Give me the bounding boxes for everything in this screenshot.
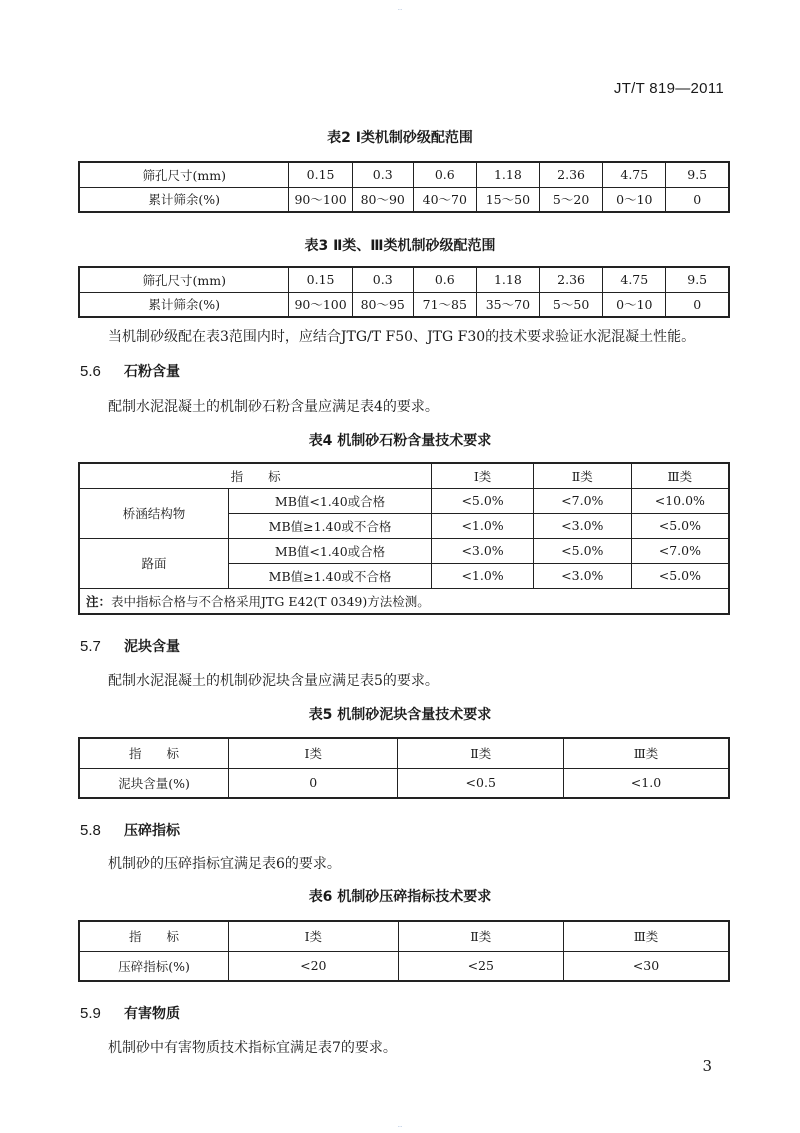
- table-row: [79, 267, 729, 292]
- table-cell: 80～95: [352, 292, 413, 317]
- table-cell: 90～100: [289, 187, 352, 212]
- table-cell: 0.3: [352, 162, 413, 187]
- table-cell: 泥块含量(%): [79, 768, 229, 798]
- table-cell: <7.0%: [533, 488, 631, 513]
- note-label: 注：: [86, 593, 112, 609]
- table-cell: 15～50: [476, 187, 539, 212]
- section-5-6-body: 配制水泥混凝土的机制砂石粉含量应满足表4的要求。: [108, 399, 439, 415]
- table-cell: 90～100: [289, 292, 352, 317]
- table-header-cell: Ⅲ类: [564, 921, 730, 951]
- table-cell: 0: [229, 768, 398, 798]
- table-header-cell: Ⅱ类: [398, 738, 563, 768]
- table-cell: <3.0%: [533, 513, 631, 538]
- table-cell: <25: [398, 951, 563, 981]
- table-header-cell: Ⅱ类: [533, 463, 631, 488]
- table4-caption: 表4 机制砂石粉含量技术要求: [308, 433, 492, 449]
- section-number: 5.6: [80, 363, 101, 380]
- table-cell: 40～70: [413, 187, 476, 212]
- table-cell: 71～85: [413, 292, 476, 317]
- table-header-cell: Ⅰ类: [432, 463, 534, 488]
- table-cell: MB值<1.40或合格: [228, 538, 431, 563]
- table2-caption: 表2 Ⅰ类机制砂级配范围: [327, 130, 473, 146]
- table-cell: <5.0%: [432, 488, 534, 513]
- table-cell: 筛孔尺寸(mm): [79, 162, 289, 187]
- table-cell: 压碎指标(%): [79, 951, 229, 981]
- table-row: [79, 768, 729, 798]
- table-cell: <20: [229, 951, 398, 981]
- table-cell: MB值≥1.40或不合格: [228, 563, 431, 588]
- table-cell: 0.15: [289, 267, 352, 292]
- table4: [78, 462, 730, 615]
- table4-note: [79, 588, 729, 614]
- section-title: 石粉含量: [124, 364, 180, 380]
- table-cell: <1.0: [563, 768, 729, 798]
- table3-caption: 表3 Ⅱ类、Ⅲ类机制砂级配范围: [304, 238, 496, 254]
- note-text: 表中指标合格与不合格采用JTG E42(T 0349)方法检测。: [111, 593, 430, 609]
- standard-number-header: JT/T 819—2011: [613, 80, 724, 97]
- table-cell: MB值≥1.40或不合格: [228, 513, 431, 538]
- table6-caption: 表6 机制砂压碎指标技术要求: [308, 889, 492, 905]
- table-cell: 0: [666, 292, 729, 317]
- table-cell: 2.36: [540, 267, 603, 292]
- section-5-7-heading: [80, 636, 180, 656]
- table-cell: <3.0%: [533, 563, 631, 588]
- table-cell: <0.5: [398, 768, 563, 798]
- table-row: [79, 738, 729, 768]
- table5: [78, 737, 730, 799]
- table-cell: 累计筛余(%): [79, 187, 289, 212]
- table-cell: <7.0%: [631, 538, 729, 563]
- table-cell: <5.0%: [533, 538, 631, 563]
- section-5-6-heading: [80, 361, 180, 381]
- table-row: [79, 488, 729, 513]
- section-5-8-body: 机制砂的压碎指标宜满足表6的要求。: [108, 856, 341, 872]
- table-header-cell: 指 标: [79, 921, 229, 951]
- table-cell: <5.0%: [631, 513, 729, 538]
- table-cell: <3.0%: [432, 538, 534, 563]
- table-cell: 35～70: [476, 292, 539, 317]
- table-row: [79, 921, 729, 951]
- table-cell: 0.6: [413, 267, 476, 292]
- table-cell: 9.5: [666, 267, 729, 292]
- section-title: 泥块含量: [124, 639, 180, 655]
- table2: [78, 161, 730, 213]
- section-5-7-body: 配制水泥混凝土的机制砂泥块含量应满足表5的要求。: [108, 673, 439, 689]
- table-cell: 0～10: [603, 187, 666, 212]
- section-number: 5.8: [80, 822, 101, 839]
- table-header-cell: 指 标: [79, 738, 229, 768]
- top-watermark: …: [397, 6, 403, 12]
- table3: [78, 266, 730, 318]
- table-cell: 5～20: [540, 187, 603, 212]
- paragraph-grading-note: 当机制砂级配在表3范围内时，应结合JTG/T F50、JTG F30的技术要求验证水泥混凝土性能。: [108, 329, 696, 345]
- table-header-cell: 指 标: [79, 463, 432, 488]
- table-cell: 1.18: [476, 267, 539, 292]
- section-title: 有害物质: [124, 1006, 180, 1022]
- table5-caption: 表5 机制砂泥块含量技术要求: [308, 707, 492, 723]
- table-header-cell: Ⅲ类: [563, 738, 729, 768]
- section-5-9-body: 机制砂中有害物质技术指标宜满足表7的要求。: [108, 1040, 397, 1056]
- table-row: [79, 951, 729, 981]
- table6: [78, 920, 730, 982]
- section-5-8-heading: [80, 820, 180, 840]
- section-5-9-heading: [80, 1003, 180, 1023]
- table-header-cell: Ⅱ类: [398, 921, 563, 951]
- table-header-cell: Ⅰ类: [229, 921, 398, 951]
- page-number: 3: [702, 1057, 712, 1075]
- table-row: [79, 292, 729, 317]
- table-group-cell: 路面: [79, 538, 228, 588]
- table-cell: MB值<1.40或合格: [228, 488, 431, 513]
- table-cell: <1.0%: [432, 513, 534, 538]
- section-number: 5.7: [80, 638, 101, 655]
- table-header-cell: Ⅰ类: [229, 738, 398, 768]
- table-cell: 筛孔尺寸(mm): [79, 267, 289, 292]
- table-cell: 1.18: [476, 162, 539, 187]
- table-row: [79, 463, 729, 488]
- table-cell: 80～90: [352, 187, 413, 212]
- table-cell: 0: [666, 187, 729, 212]
- table-row: [79, 187, 729, 212]
- table-cell: 0.15: [289, 162, 352, 187]
- bottom-watermark: …: [397, 1123, 403, 1129]
- table-row: [79, 588, 729, 614]
- table-row: [79, 538, 729, 563]
- table-row: [79, 162, 729, 187]
- table-cell: <10.0%: [631, 488, 729, 513]
- table-group-cell: 桥涵结构物: [79, 488, 228, 538]
- table-cell: <1.0%: [432, 563, 534, 588]
- table-cell: 2.36: [540, 162, 603, 187]
- section-title: 压碎指标: [124, 823, 180, 839]
- table-cell: 5～50: [540, 292, 603, 317]
- table-cell: 累计筛余(%): [79, 292, 289, 317]
- section-number: 5.9: [80, 1005, 101, 1022]
- table-cell: 0.3: [352, 267, 413, 292]
- table-cell: 9.5: [666, 162, 729, 187]
- table-header-cell: Ⅲ类: [631, 463, 729, 488]
- table-cell: 0～10: [603, 292, 666, 317]
- table-cell: <30: [564, 951, 730, 981]
- table-cell: 4.75: [603, 267, 666, 292]
- table-cell: 0.6: [413, 162, 476, 187]
- table-cell: 4.75: [603, 162, 666, 187]
- table-cell: <5.0%: [631, 563, 729, 588]
